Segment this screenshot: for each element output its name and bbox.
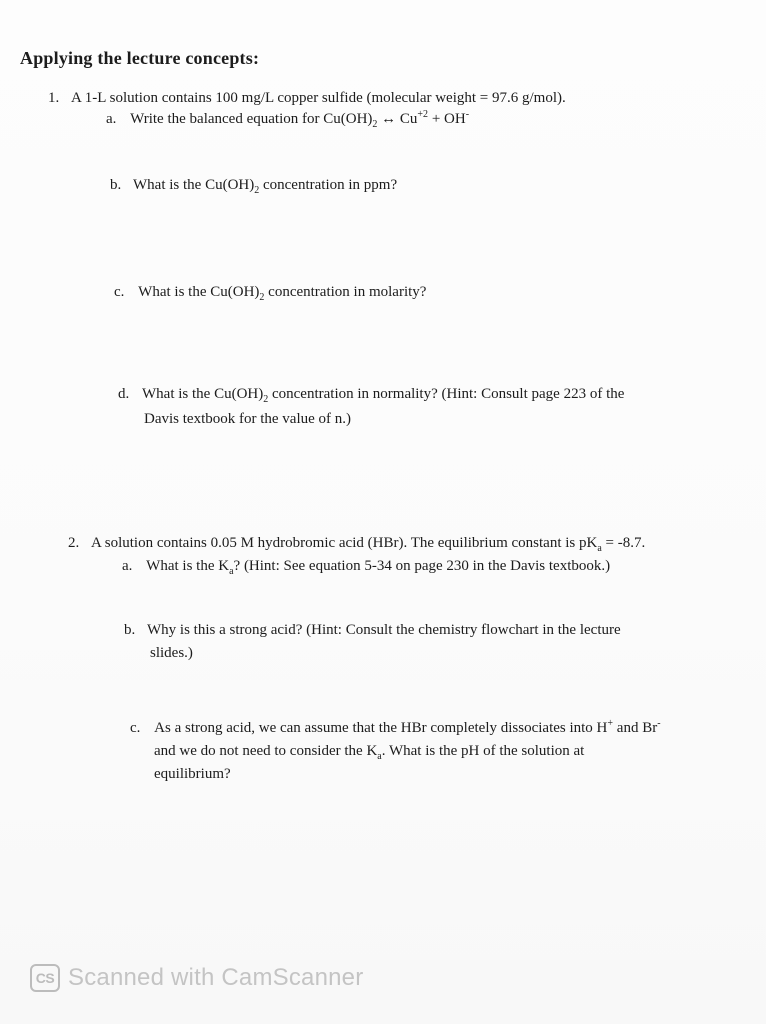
q2b-label: b. [124, 622, 136, 638]
q1-number: 1. [48, 90, 60, 106]
q2c-line-3: equilibrium? [154, 766, 231, 782]
q2-stem: A solution contains 0.05 M hydrobromic acid (HBr). The equilibrium constant is $pK_a = -8.7$. [91, 535, 646, 554]
q2b-line-2: slides.) [150, 645, 193, 661]
q1a-line [106, 109, 469, 130]
camscanner-logo-icon: CS [30, 964, 60, 992]
q2c-line-2: and we do not need to consider the $K_a$. What is the pH of the solution at [154, 743, 585, 762]
q2-stem-line [68, 533, 645, 554]
q1c-text: What is the $Cu(OH)_2$ concentration in molarity? [138, 284, 427, 303]
q2b-line [124, 620, 621, 641]
q1d-line-2: Davis textbook for the value of n.) [144, 411, 352, 427]
q2-number: 2. [68, 535, 80, 551]
q1b-text: What is the $Cu(OH)_2$ concentration in ppm? [133, 177, 398, 196]
q1a-label: a. [106, 111, 117, 127]
page-heading: Applying the lecture concepts: [20, 48, 260, 68]
q1c-line [114, 282, 426, 303]
q2a-text: What is the $K_a$? (Hint: See equation 5-34 on page 230 in the Davis textbook.) [146, 558, 611, 577]
camscanner-watermark [30, 964, 363, 992]
q2a-label: a. [122, 558, 133, 574]
q2c-text: As a strong acid, we can assume that the HBr completely dissociates into H+ and Br- [154, 718, 661, 736]
q1d-text: What is the $Cu(OH)_2$ concentration in normality? (Hint: Consult page 223 of the [142, 386, 625, 405]
q1d-line [118, 384, 624, 405]
q2c-line [130, 718, 661, 739]
q1d-label: d. [118, 386, 130, 402]
q2b-text: Why is this a strong acid? (Hint: Consult the chemistry flowchart in the lecture [147, 622, 621, 638]
q1c-label: c. [114, 284, 125, 300]
q2c-label: c. [130, 720, 141, 736]
q1-stem-line [48, 88, 566, 109]
q1-stem: A 1-L solution contains 100 mg/L copper sulfide (molecular weight = 97.6 g/mol). [71, 90, 566, 106]
q1a-text: Write the balanced equation for $Cu(OH)_2$ ↔ $Cu^{+2} + OH^-$ [130, 109, 470, 130]
q1b-line [110, 175, 397, 196]
q1b-label: b. [110, 177, 122, 193]
q2a-line [122, 556, 610, 577]
watermark-text: Scanned with CamScanner [68, 964, 364, 991]
equilibrium-arrow: ↔ [381, 111, 397, 127]
